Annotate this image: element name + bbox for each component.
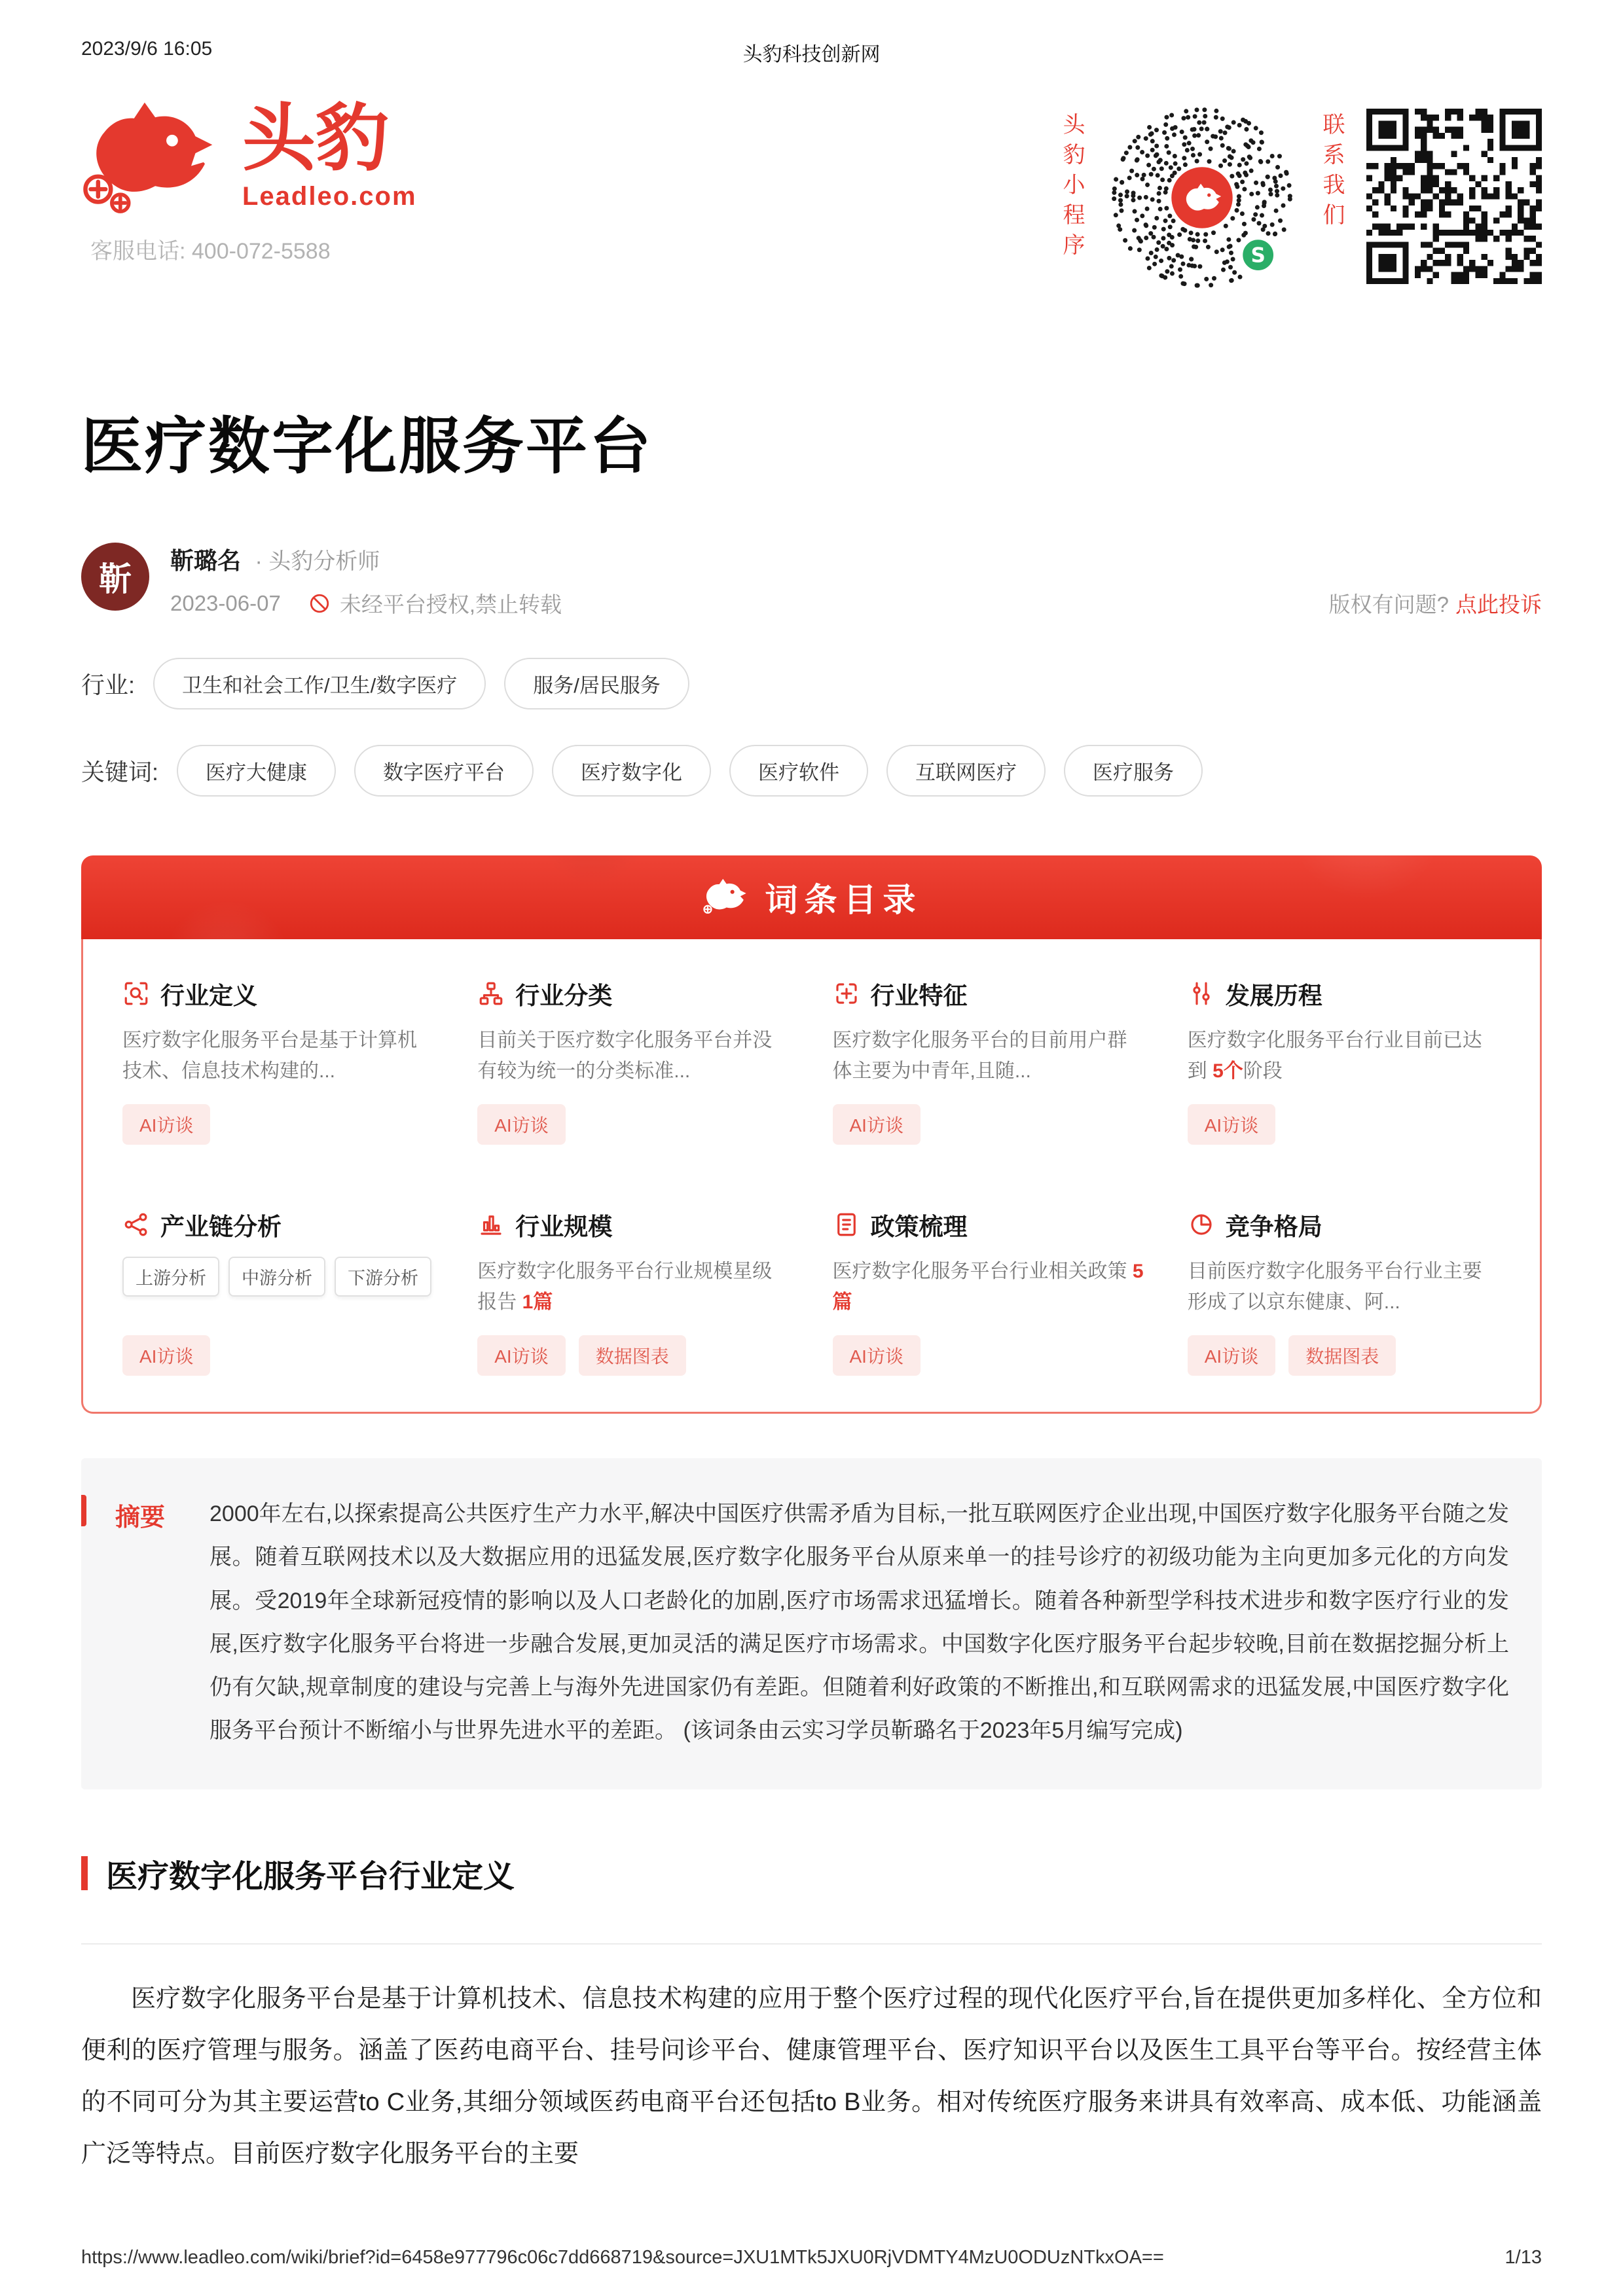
svg-text:S: S bbox=[1250, 243, 1266, 268]
ai-interview-pill[interactable]: AI访谈 bbox=[833, 1104, 921, 1145]
brand-domain[interactable]: Leadleo.com bbox=[242, 181, 417, 211]
miniprogram-label: 头豹小程序 bbox=[1059, 113, 1084, 263]
directory-grid bbox=[81, 939, 1542, 1414]
print-page-title: 头豹科技创新网 bbox=[742, 44, 881, 65]
ai-interview-pill[interactable]: AI访谈 bbox=[833, 1335, 921, 1376]
directory-item-features[interactable] bbox=[833, 976, 1146, 1145]
directory-item-title: 政策梳理 bbox=[870, 1213, 968, 1240]
print-header bbox=[0, 0, 1623, 64]
share-nodes-icon bbox=[122, 1211, 150, 1238]
data-chart-pill[interactable]: 数据图表 bbox=[579, 1335, 686, 1376]
contact-qr-code bbox=[1366, 109, 1542, 284]
qr-group bbox=[1056, 102, 1542, 293]
author-row bbox=[81, 543, 1542, 619]
directory-title: 词条目录 bbox=[765, 882, 922, 918]
industry-tag[interactable]: 服务/居民服务 bbox=[504, 658, 689, 709]
page-title: 医疗数字化服务平台 bbox=[81, 412, 653, 480]
bar-chart-icon bbox=[477, 1211, 505, 1238]
keywords-label: 关键词: bbox=[81, 759, 159, 785]
directory-item-desc: 目前医疗数字化服务平台行业主要形成了以京东健康、阿... bbox=[1187, 1261, 1482, 1313]
directory-item-desc: 医疗数字化服务平台的目前用户群体主要为中青年,且随... bbox=[832, 1030, 1127, 1082]
ai-interview-pill[interactable]: AI访谈 bbox=[477, 1104, 565, 1145]
sitemap-icon bbox=[477, 980, 505, 1007]
author-line bbox=[170, 543, 1542, 576]
abstract-accent-bar bbox=[81, 1495, 86, 1526]
keyword-tag[interactable]: 医疗大健康 bbox=[177, 745, 336, 797]
data-chart-pill[interactable]: 数据图表 bbox=[1288, 1335, 1396, 1376]
directory-item-title: 行业特征 bbox=[870, 982, 968, 1009]
directory-item-title: 竞争格局 bbox=[1225, 1213, 1322, 1240]
section-accent-bar bbox=[81, 1856, 88, 1890]
directory-item-desc: 医疗数字化服务平台是基于计算机技术、信息技术构建的... bbox=[122, 1030, 417, 1082]
industry-row bbox=[81, 658, 1542, 709]
abstract-label: 摘要 bbox=[115, 1504, 166, 1532]
ai-interview-pill[interactable]: AI访谈 bbox=[1188, 1335, 1275, 1376]
directory-header bbox=[81, 855, 1542, 939]
keyword-tag[interactable]: 数字医疗平台 bbox=[354, 745, 534, 797]
keyword-tag[interactable]: 互联网医疗 bbox=[886, 745, 1046, 797]
keyword-tag[interactable]: 医疗数字化 bbox=[552, 745, 711, 797]
section-title: 医疗数字化服务平台行业定义 bbox=[106, 1859, 515, 1894]
directory-item-market-size[interactable] bbox=[477, 1207, 790, 1376]
footer-page-number: 1/13 bbox=[1504, 2247, 1542, 2268]
service-phone: 客服电话: 400-072-5588 bbox=[90, 239, 331, 264]
industry-tag[interactable]: 卫生和社会工作/卫生/数字医疗 bbox=[153, 658, 486, 709]
directory-item-desc: 目前关于医疗数字化服务平台并没有较为统一的分类标准... bbox=[477, 1030, 773, 1082]
avatar[interactable]: 靳 bbox=[81, 543, 149, 611]
industry-label: 行业: bbox=[81, 672, 136, 698]
keywords-row bbox=[81, 745, 1542, 797]
directory-card bbox=[81, 855, 1542, 1414]
directory-item-title: 行业定义 bbox=[160, 982, 257, 1009]
keyword-tag[interactable]: 医疗软件 bbox=[729, 745, 868, 797]
license-notice: 未经平台授权,禁止转载 bbox=[339, 592, 562, 617]
print-date: 2023/9/6 16:05 bbox=[81, 38, 213, 60]
directory-item-industry-chain[interactable] bbox=[122, 1207, 435, 1376]
directory-item-history[interactable] bbox=[1188, 976, 1501, 1145]
upstream-chip[interactable]: 上游分析 bbox=[122, 1257, 219, 1297]
report-link[interactable]: 点此投诉 bbox=[1455, 592, 1542, 617]
leopard-logo-icon bbox=[81, 98, 219, 215]
directory-item-desc: 医疗数字化服务平台行业相关政策 5篇 bbox=[832, 1261, 1144, 1313]
abstract-text: 2000年左右,以探索提高公共医疗生产力水平,解决中国医疗供需矛盾为目标,一批互联网医疗企业出现,中国医疗数字化服务平台随之发展。随着互联网技术以及大数据应用的迅猛发展,医疗数字化服务平台从原来单一的挂号诊疗的初级功能为主向更加多元化的方向发展。受2019年全球新冠疫情的影响以及人口老龄化的加剧,医疗市场需求迅猛增长。随着各种新型学科技术进步和数字医疗行业的发展,医疗数字化服务平台将进一步融合发展,更加灵活的满足医疗市场需求。中国数字化医疗服务平台起步较晚,目前在数据挖掘分析上仍有欠缺,规章制度的建设与完善上与海外先进国家仍有差距。但随着利好政策的不断推出,和互联网需求的迅猛发展,中国医疗数字化服务平台预计不断缩小与世界先进水平的差距。 (该词条由云实习学员靳璐名于2023年5月编写完成) bbox=[210, 1501, 1509, 1744]
midstream-chip[interactable]: 中游分析 bbox=[228, 1257, 325, 1297]
copyright-question: 版权有问题? bbox=[1328, 592, 1449, 617]
no-reprint-icon bbox=[308, 592, 331, 615]
directory-item-title: 产业链分析 bbox=[160, 1213, 282, 1240]
downstream-chip[interactable]: 下游分析 bbox=[335, 1257, 431, 1297]
directory-item-classification[interactable] bbox=[477, 976, 790, 1145]
directory-item-title: 发展历程 bbox=[1225, 982, 1322, 1009]
directory-item-desc: 医疗数字化服务平台行业规模星级报告 1篇 bbox=[477, 1261, 773, 1313]
ai-interview-pill[interactable]: AI访谈 bbox=[477, 1335, 565, 1376]
directory-item-competition[interactable] bbox=[1188, 1207, 1501, 1376]
brand-name[interactable]: 头豹 bbox=[242, 97, 389, 179]
author-role: · 头豹分析师 bbox=[255, 549, 380, 574]
pie-chart-icon bbox=[1188, 1211, 1215, 1238]
scan-search-icon bbox=[122, 980, 150, 1007]
miniprogram-qr-code bbox=[1106, 102, 1298, 293]
chain-analysis-chips bbox=[122, 1257, 435, 1319]
ai-interview-pill[interactable]: AI访谈 bbox=[122, 1104, 210, 1145]
directory-item-title: 行业规模 bbox=[515, 1213, 613, 1240]
brand-row bbox=[81, 98, 1542, 293]
brand-block bbox=[81, 98, 417, 265]
keyword-tag[interactable]: 医疗服务 bbox=[1064, 745, 1203, 797]
contact-label: 联系我们 bbox=[1319, 113, 1344, 233]
ai-interview-pill[interactable]: AI访谈 bbox=[122, 1335, 210, 1376]
publish-date: 2023-06-07 bbox=[170, 590, 281, 615]
policy-document-icon bbox=[833, 1211, 860, 1238]
directory-item-definition[interactable] bbox=[122, 976, 435, 1145]
author-name[interactable]: 靳璐名 bbox=[170, 547, 242, 574]
print-footer bbox=[81, 2247, 1542, 2269]
ai-interview-pill[interactable]: AI访谈 bbox=[1188, 1104, 1275, 1145]
footer-url: https://www.leadleo.com/wiki/brief?id=6458e977796c06c7dd668719&source=JXU1MTk5JXU0RjVDMTY4MzU0ODUzNTkxOA== bbox=[81, 2247, 1164, 2268]
directory-item-title: 行业分类 bbox=[515, 982, 613, 1009]
directory-item-desc: 医疗数字化服务平台行业目前已达到 5个阶段 bbox=[1187, 1030, 1482, 1082]
timeline-icon bbox=[1188, 980, 1215, 1007]
body-paragraph: 医疗数字化服务平台是基于计算机技术、信息技术构建的应用于整个医疗过程的现代化医疗平台,旨在提供更加多样化、全方位和便利的医疗管理与服务。涵盖了医药电商平台、挂号问诊平台、健康管理平台、医疗知识平台以及医生工具平台等平台。按经营主体的不同可分为其主要运营to C业务,其细分领域医药电商平台还包括to B业务。相对传统医疗服务来讲具有效率高、成本低、功能涵盖广泛等特点。目前医疗数字化服务平台的主要 bbox=[81, 1984, 1542, 2168]
leopard-logo-white-icon bbox=[701, 877, 748, 918]
abstract-block bbox=[81, 1458, 1542, 1789]
section-heading bbox=[81, 1851, 1542, 1896]
section-divider bbox=[81, 1943, 1542, 1945]
directory-item-policy[interactable] bbox=[833, 1207, 1146, 1376]
crosshair-frame-icon bbox=[833, 980, 860, 1007]
